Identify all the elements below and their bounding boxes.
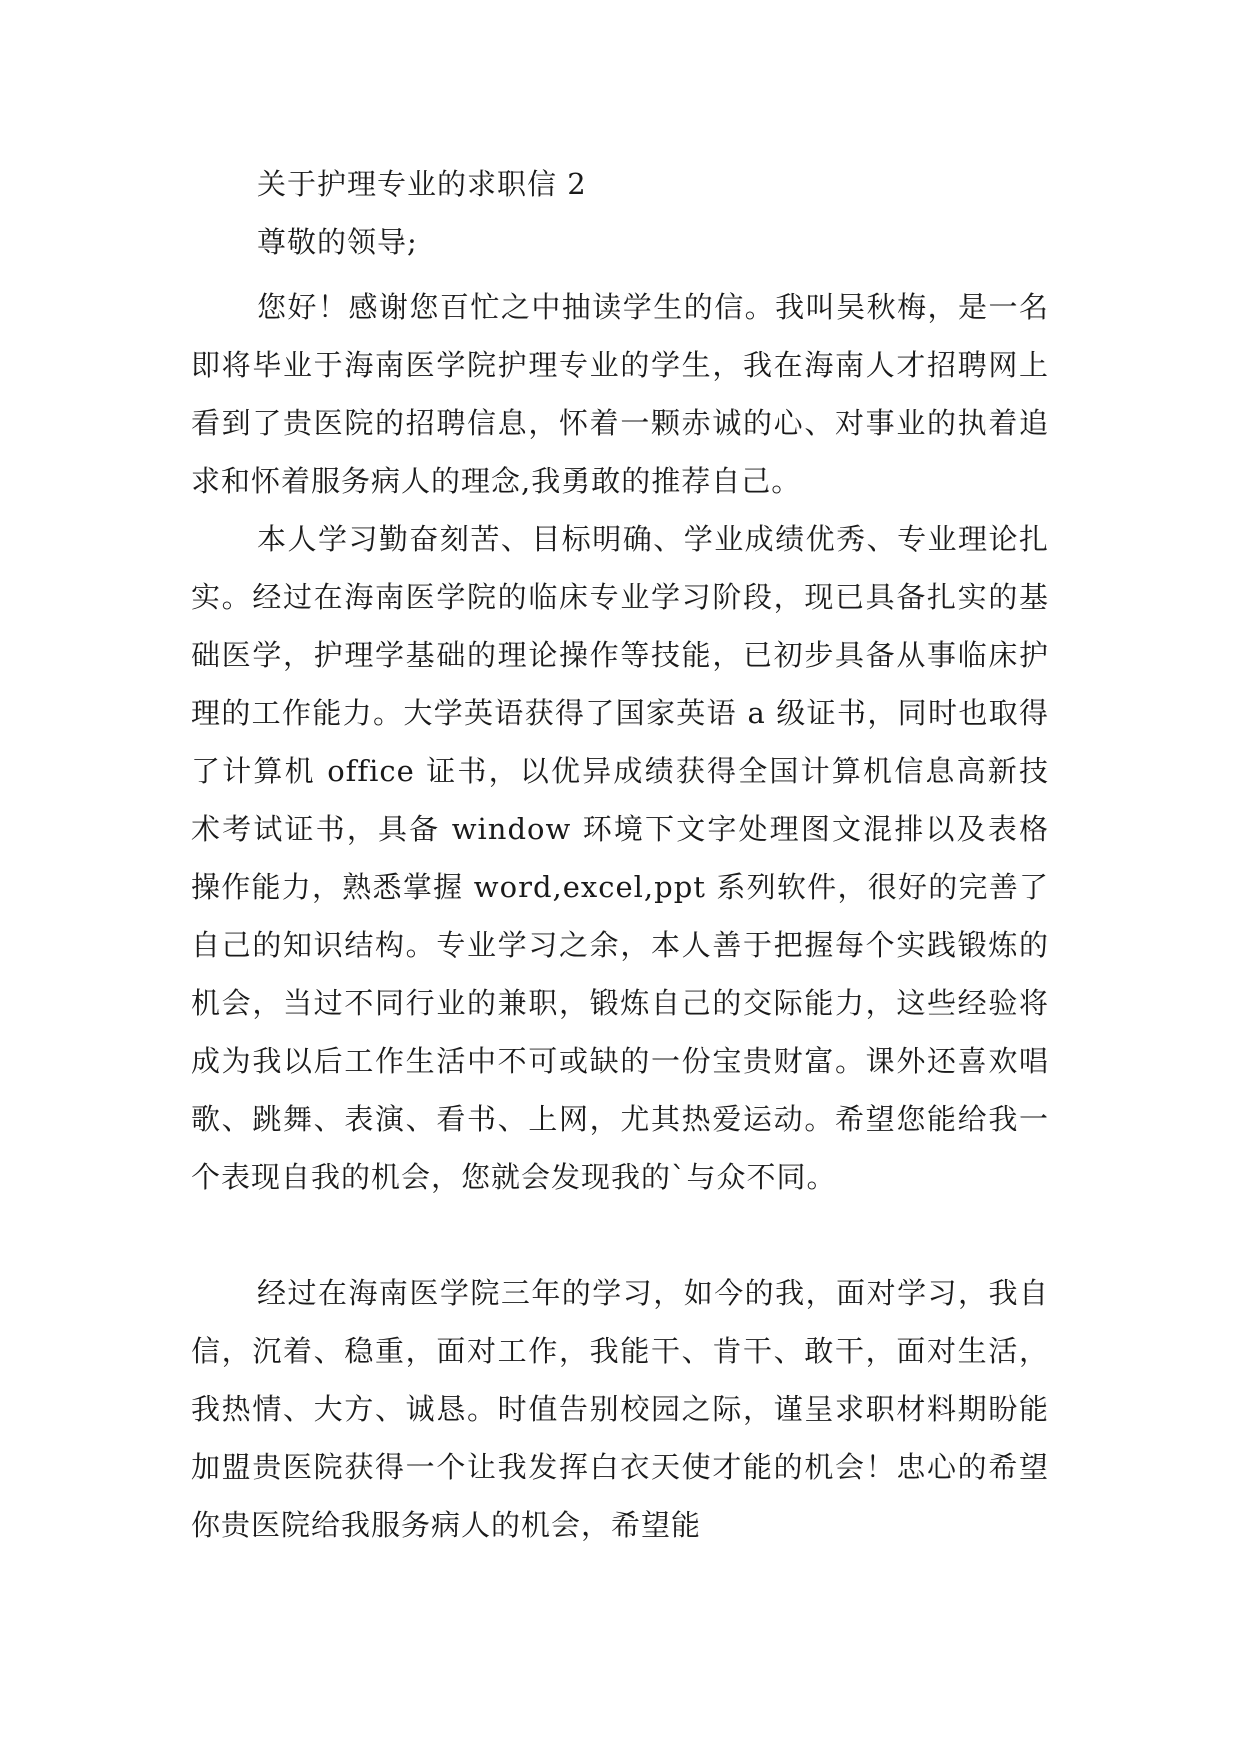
document-title: 关于护理专业的求职信 2 xyxy=(257,167,587,201)
paragraph-greeting: 您好！感谢您百忙之中抽读学生的信。我叫吴秋梅，是一名即将毕业于海南医学院护理专业的学生，我在海南人才招聘网上看到了贵医院的招聘信息，怀着一颗赤诚的心、对事业的执着追求和怀着服务病人的理念,我勇敢的推荐自己。 xyxy=(191,290,1049,498)
salutation: 尊敬的领导; xyxy=(257,225,418,259)
paragraph-summary: 经过在海南医学院三年的学习，如今的我，面对学习，我自信，沉着、稳重，面对工作，我能干、肯干、敢干，面对生活，我热情、大方、诚恳。时值告别校园之际，谨呈求职材料期盼能加盟贵医院获得一个让我发挥白衣天使才能的机会！忠心的希望你贵医院给我服务病人的机会，希望能 xyxy=(191,1276,1049,1542)
paragraph-qualifications: 本人学习勤奋刻苦、目标明确、学业成绩优秀、专业理论扎实。经过在海南医学院的临床专业学习阶段，现已具备扎实的基础医学，护理学基础的理论操作等技能，已初步具备从事临床护理的工作能力。大学英语获得了国家英语 a 级证书，同时也取得了计算机 office 证书，以优异成绩获得全国计算机信息高新技术考试证书，具备 window 环境下文字处理图文混排以及表格操作能力，熟悉掌握 word,excel,ppt 系列软件，很好的完善了自己的知识结构。专业学习之余，本人善于把握每个实践锻炼的机会，当过不同行业的兼职，锻炼自己的交际能力，这些经验将成为我以后工作生活中不可或缺的一份宝贵财富。课外还喜欢唱歌、跳舞、表演、看书、上网，尤其热爱运动。希望您能给我一个表现自我的机会，您就会发现我的`与众不同。 xyxy=(191,522,1049,1194)
